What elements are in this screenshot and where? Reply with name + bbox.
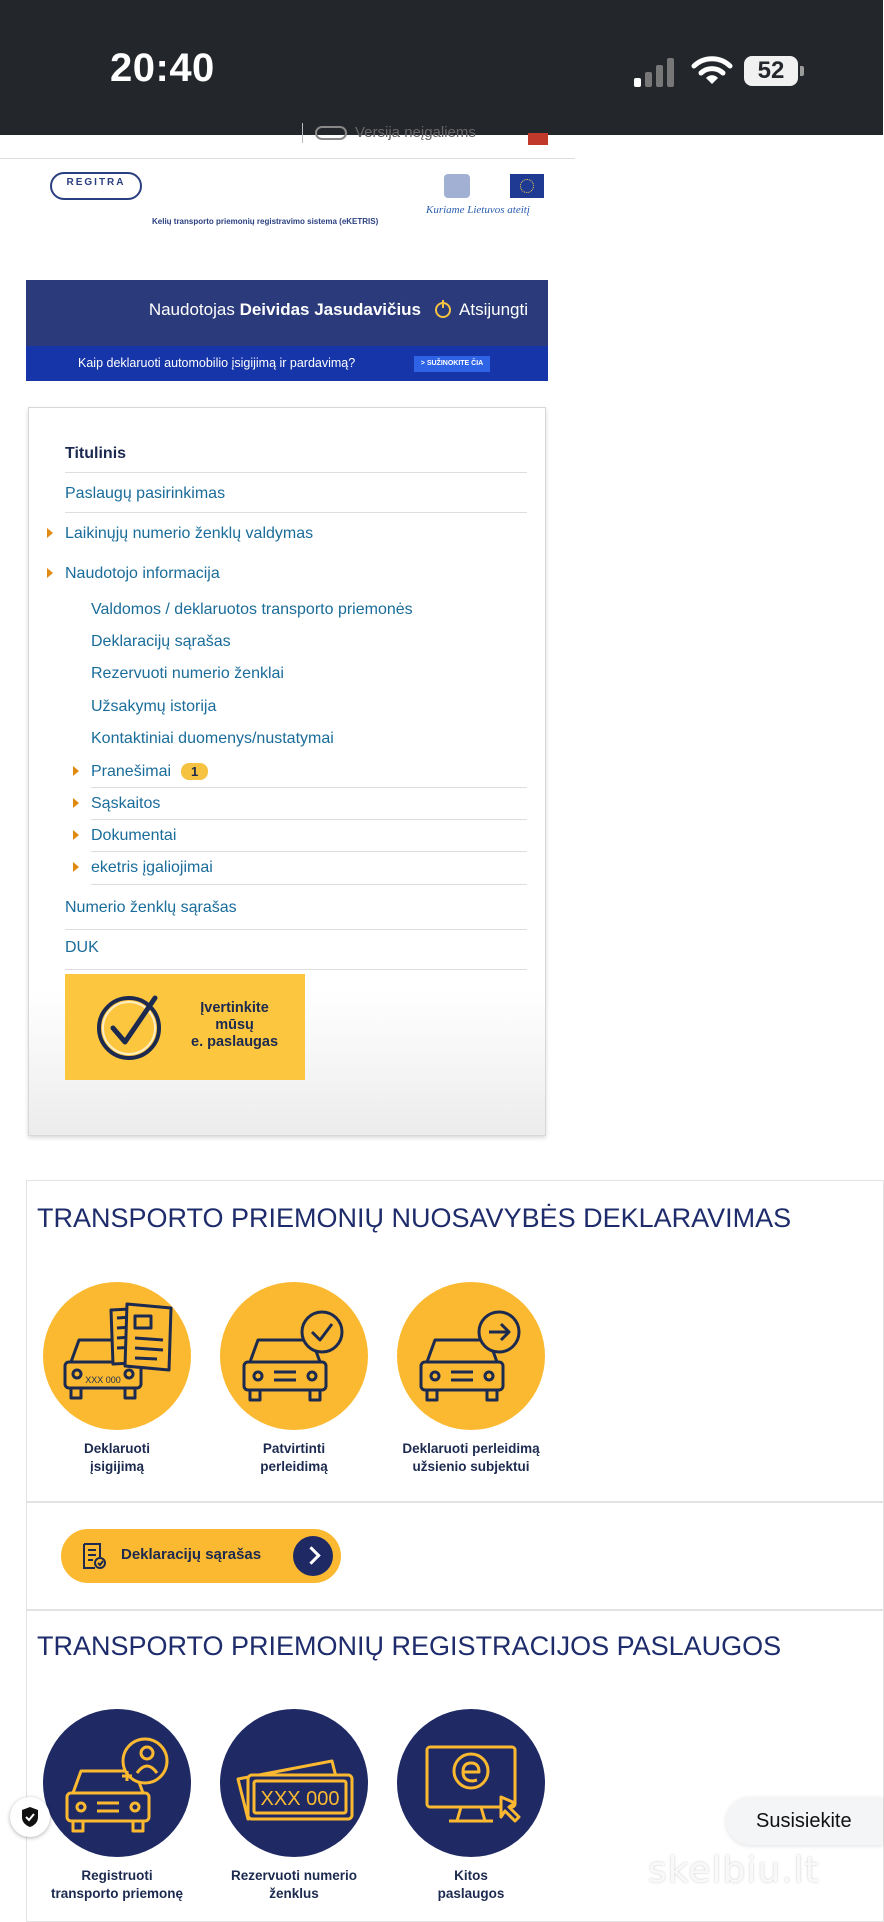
declaration-section-title: TRANSPORTO PRIEMONIŲ NUOSAVYBĖS DEKLARAVIMAS: [37, 1203, 792, 1233]
logout-label: Atsijungti: [459, 300, 528, 319]
accessibility-link[interactable]: Versija neįgaliems: [302, 123, 476, 143]
car-checkmark-icon: [220, 1282, 368, 1430]
declarations-list-section: [26, 1502, 884, 1610]
expand-arrow-icon[interactable]: [73, 830, 79, 840]
service-register-vehicle-label: Registruoti transporto priemonę: [50, 1868, 183, 1901]
expand-arrow-icon[interactable]: [73, 766, 79, 776]
navigation-panel: [28, 407, 546, 1136]
eu-flag-icon: [510, 174, 544, 198]
status-time: 20:40: [110, 46, 215, 90]
car-documents-icon: [43, 1282, 191, 1430]
service-other-label: Kitos paslaugos: [437, 1868, 505, 1901]
declaration-section: [26, 1180, 884, 1502]
service-confirm-transfer[interactable]: [209, 1282, 379, 1476]
service-other[interactable]: [386, 1709, 556, 1903]
eu-slogan: Kuriame Lietuvos ateitį: [426, 204, 530, 216]
watermark: skelbiu.lt: [648, 1850, 820, 1891]
service-declare-foreign-transfer-label: Deklaruoti perleidimą užsienio subjektui: [402, 1441, 540, 1474]
user-info: [149, 300, 528, 320]
nav-numerio-zenklu-sarasas[interactable]: Numerio ženklų sąrašas: [65, 899, 237, 916]
battery-icon: [744, 56, 804, 88]
status-bar: [0, 0, 883, 135]
nav-saskaitos[interactable]: Sąskaitos: [91, 795, 161, 812]
expand-arrow-icon[interactable]: [47, 568, 53, 578]
declarations-list-button[interactable]: [61, 1529, 341, 1583]
battery-level: 52: [744, 56, 798, 86]
document-icon: [81, 1542, 107, 1570]
accessibility-strip: [0, 123, 575, 159]
declarations-list-label: Deklaracijų sąrašas: [121, 1546, 262, 1563]
nav-paslaugu-pasirinkimas[interactable]: Paslaugų pasirinkimas: [65, 485, 226, 502]
logout-button[interactable]: [435, 300, 528, 320]
system-name: Kelių transporto priemonių registravimo sistema (eKETRIS): [152, 217, 379, 226]
promo-text: Kaip deklaruoti automobilio įsigijimą ir pardavimą?: [78, 356, 356, 370]
shield-check-icon: [20, 1806, 40, 1828]
service-reserve-plates-label: Rezervuoti numerio ženklus: [230, 1868, 358, 1901]
nav-titulinis[interactable]: Titulinis: [65, 445, 127, 462]
language-flag-icon[interactable]: [528, 133, 548, 145]
nav-deklaraciju-sarasas[interactable]: Deklaracijų sąrašas: [91, 633, 231, 650]
service-confirm-transfer-label: Patvirtinti perleidimą: [260, 1441, 328, 1474]
monitor-e-icon: [397, 1709, 545, 1857]
service-declare-acquisition[interactable]: [32, 1282, 202, 1476]
car-arrow-icon: [397, 1282, 545, 1430]
checkmark-circle-icon: [93, 990, 165, 1062]
chevron-right-icon: [293, 1536, 333, 1576]
ministry-logo-icon: [444, 174, 470, 198]
expand-arrow-icon[interactable]: [73, 798, 79, 808]
expand-arrow-icon[interactable]: [73, 862, 79, 872]
wifi-icon: [690, 52, 734, 88]
registration-section-title: TRANSPORTO PRIEMONIŲ REGISTRACIJOS PASLAUGOS: [37, 1631, 782, 1661]
nav-valdomos-priemones[interactable]: Valdomos / deklaruotos transporto priemonės: [91, 601, 413, 618]
promo-banner[interactable]: [26, 346, 548, 381]
user-prefix: Naudotojas: [148, 300, 235, 319]
nav-pranesimai[interactable]: [91, 763, 527, 781]
contact-button[interactable]: Susisiekite: [726, 1797, 883, 1845]
license-plates-icon: [220, 1709, 368, 1857]
user-bar: [26, 280, 548, 381]
svg-text:XXX 000: XXX 000: [85, 1375, 121, 1385]
user-name: Deividas Jasudavičius: [239, 300, 422, 319]
nav-uzsakymu-istorija[interactable]: Užsakymų istorija: [91, 698, 217, 715]
nav-dokumentai[interactable]: Dokumentai: [91, 827, 177, 844]
privacy-shield-button[interactable]: [10, 1797, 50, 1837]
nav-naudotojo-informacija[interactable]: Naudotojo informacija: [65, 565, 220, 582]
service-register-vehicle[interactable]: [32, 1709, 202, 1903]
glasses-icon: [315, 126, 347, 140]
service-reserve-plates[interactable]: [209, 1709, 379, 1903]
regitra-logo[interactable]: [50, 172, 140, 198]
svg-text:XXX 000: XXX 000: [260, 1788, 340, 1810]
nav-kontaktiniai-duomenys[interactable]: Kontaktiniai duomenys/nustatymai: [91, 730, 334, 747]
nav-laikinuju-zenklu[interactable]: Laikinųjų numerio ženklų valdymas: [65, 525, 314, 542]
rate-services-text: Įvertinkite mūsų e. paslaugas: [191, 1000, 279, 1050]
expand-arrow-icon[interactable]: [47, 528, 53, 538]
nav-eketris-igaliojimai[interactable]: eketris įgaliojimai: [91, 859, 213, 876]
notification-count-badge: 1: [181, 763, 208, 780]
eu-funding-logos: [424, 172, 546, 222]
cellular-signal-icon: [632, 56, 678, 88]
nav-pranesimai-label: Pranešimai: [91, 763, 172, 780]
nav-duk[interactable]: DUK: [65, 939, 99, 956]
service-declare-foreign-transfer[interactable]: [386, 1282, 556, 1476]
regitra-logo-text: REGITRA: [66, 177, 126, 188]
car-add-person-icon: [43, 1709, 191, 1857]
nav-rezervuoti-zenklai[interactable]: Rezervuoti numerio ženklai: [91, 665, 284, 682]
power-icon: [435, 302, 451, 318]
promo-button[interactable]: > SUŽINOKITE ČIA: [414, 356, 490, 372]
service-declare-acquisition-label: Deklaruoti įsigijimą: [83, 1441, 151, 1474]
rate-services-banner[interactable]: [65, 974, 305, 1080]
